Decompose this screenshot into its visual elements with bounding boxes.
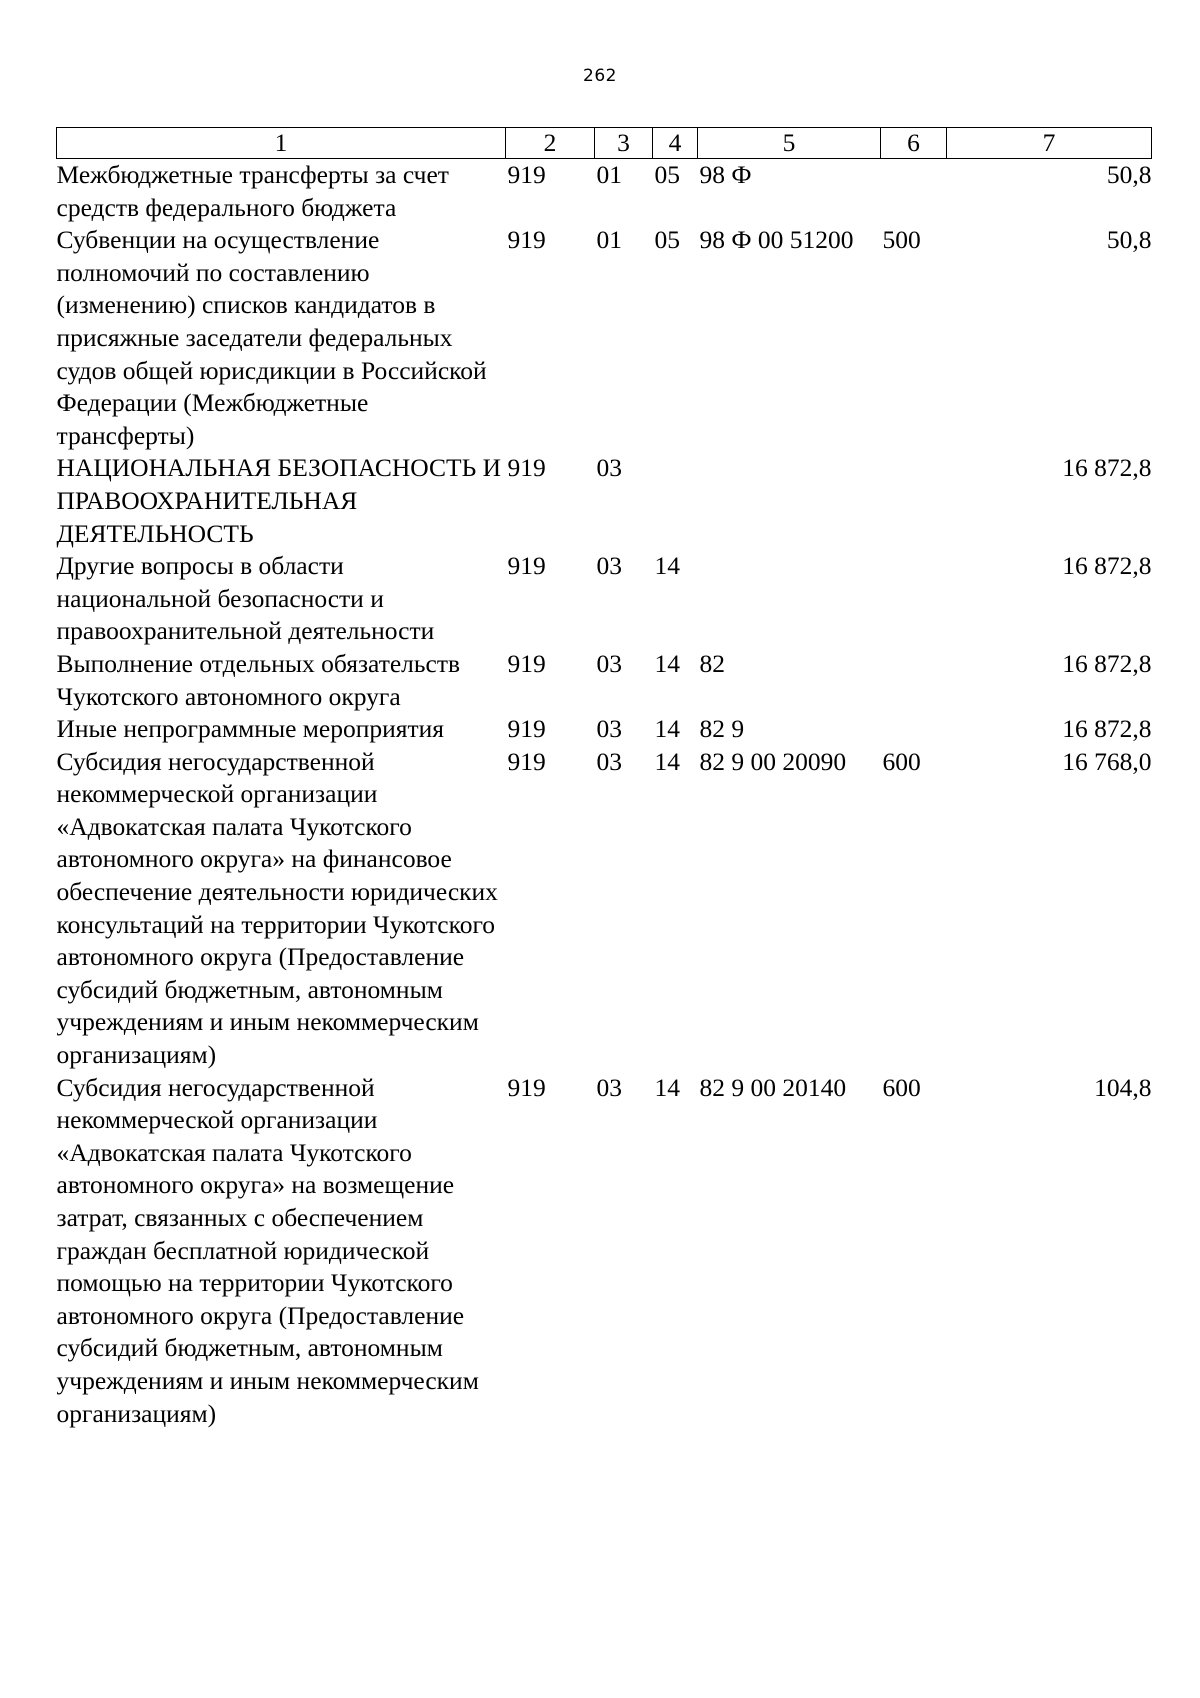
row-code-6 xyxy=(881,159,947,225)
row-code-4: 14 xyxy=(654,714,680,744)
table-row xyxy=(57,550,1152,648)
row-code-5: 98 Ф 00 51200 xyxy=(699,225,854,255)
table-row xyxy=(57,713,1152,746)
row-amount: 16 872,8 xyxy=(1062,551,1152,581)
row-name: Другие вопросы в области национальной безопасности и правоохранительной деятельности xyxy=(56,551,435,646)
row-code-6: 500 xyxy=(882,225,921,255)
header-row xyxy=(57,128,1152,159)
row-code-6 xyxy=(881,648,947,713)
row-code-3: 03 xyxy=(596,1072,622,1102)
row-code-6 xyxy=(881,550,947,648)
header-col-3: 3 xyxy=(595,128,653,159)
row-code-5 xyxy=(698,452,881,550)
row-amount: 104,8 xyxy=(1094,1072,1152,1102)
row-name: Иные непрограммные мероприятия xyxy=(56,714,445,744)
row-amount: 16 872,8 xyxy=(1062,648,1152,678)
header-col-7: 7 xyxy=(947,128,1152,159)
row-code-6: 600 xyxy=(882,746,921,776)
row-code-5: 82 9 00 20090 xyxy=(699,746,847,776)
row-code-2: 919 xyxy=(507,714,546,744)
table-row xyxy=(57,159,1152,225)
row-code-2: 919 xyxy=(507,746,546,776)
row-code-5 xyxy=(698,550,881,648)
row-code-3: 03 xyxy=(596,648,622,678)
row-code-2: 919 xyxy=(507,1072,546,1102)
row-code-4: 14 xyxy=(654,551,680,581)
row-code-6 xyxy=(881,713,947,746)
row-code-6 xyxy=(881,452,947,550)
row-code-3: 03 xyxy=(596,551,622,581)
row-code-4 xyxy=(653,452,698,550)
row-amount: 50,8 xyxy=(1106,160,1152,189)
header-col-4: 4 xyxy=(653,128,698,159)
row-code-3: 01 xyxy=(596,160,622,189)
header-col-2: 2 xyxy=(506,128,595,159)
row-code-4: 05 xyxy=(654,225,680,255)
row-code-4: 14 xyxy=(654,648,680,678)
table-row xyxy=(57,746,1152,1072)
row-name: Субвенции на осуществление полномочий по составлению (изменению) списков кандидатов в присяжные заседатели федеральных судов общей юрисдикции в Российской Федерации (Межбюджетные трансферты) xyxy=(56,225,487,450)
row-name: Межбюджетные трансферты за счет средств федерального бюджета xyxy=(56,160,449,222)
row-code-3: 03 xyxy=(596,453,622,483)
row-amount: 16 768,0 xyxy=(1062,746,1152,776)
row-code-2: 919 xyxy=(507,160,546,189)
row-code-2: 919 xyxy=(507,453,546,483)
table-row xyxy=(57,452,1152,550)
row-code-2: 919 xyxy=(507,551,546,581)
row-code-6: 600 xyxy=(882,1072,921,1102)
table-row xyxy=(57,1072,1152,1431)
table-row xyxy=(57,224,1152,452)
row-code-2: 919 xyxy=(507,225,546,255)
header-col-5: 5 xyxy=(698,128,881,159)
header-col-1: 1 xyxy=(57,128,506,159)
row-code-2: 919 xyxy=(507,648,546,678)
row-code-3: 03 xyxy=(596,714,622,744)
row-name: Субсидия негосударственной некоммерческой организации «Адвокатская палата Чукотского автономного округа» на финансовое обеспечение деятельности юридических консультаций на территории Чукотского автономного округа (Предоставление субсидий бюджетным, автономным учреждениям и иным некоммерческим организациям) xyxy=(56,746,498,1070)
row-code-4: 14 xyxy=(654,746,680,776)
table-row xyxy=(57,648,1152,713)
row-code-5: 82 9 00 20140 xyxy=(699,1072,847,1102)
row-code-4: 05 xyxy=(654,160,680,189)
row-code-3: 01 xyxy=(596,225,622,255)
row-amount: 16 872,8 xyxy=(1062,714,1152,744)
row-code-5: 82 xyxy=(699,648,725,678)
row-amount: 50,8 xyxy=(1106,225,1152,255)
row-code-5: 82 9 xyxy=(699,714,745,744)
row-code-4: 14 xyxy=(654,1072,680,1102)
budget-table xyxy=(56,127,1152,1430)
row-code-5: 98 Ф xyxy=(699,160,752,189)
header-col-6: 6 xyxy=(881,128,947,159)
row-code-3: 03 xyxy=(596,746,622,776)
row-name: Выполнение отдельных обязательств Чукотского автономного округа xyxy=(56,648,461,711)
row-amount: 16 872,8 xyxy=(1062,453,1152,483)
row-name: НАЦИОНАЛЬНАЯ БЕЗОПАСНОСТЬ И ПРАВООХРАНИТЕЛЬНАЯ ДЕЯТЕЛЬНОСТЬ xyxy=(56,453,502,548)
row-name: Субсидия негосударственной некоммерческой организации «Адвокатская палата Чукотского автономного округа» на возмещение затрат, связанных с обеспечением граждан бесплатной юридической помощью на территории Чукотского автономного округа (Предоставление субсидий бюджетным, автономным учреждениям и иным некоммерческим организациям) xyxy=(56,1072,479,1428)
page-number: 262 xyxy=(583,66,617,86)
